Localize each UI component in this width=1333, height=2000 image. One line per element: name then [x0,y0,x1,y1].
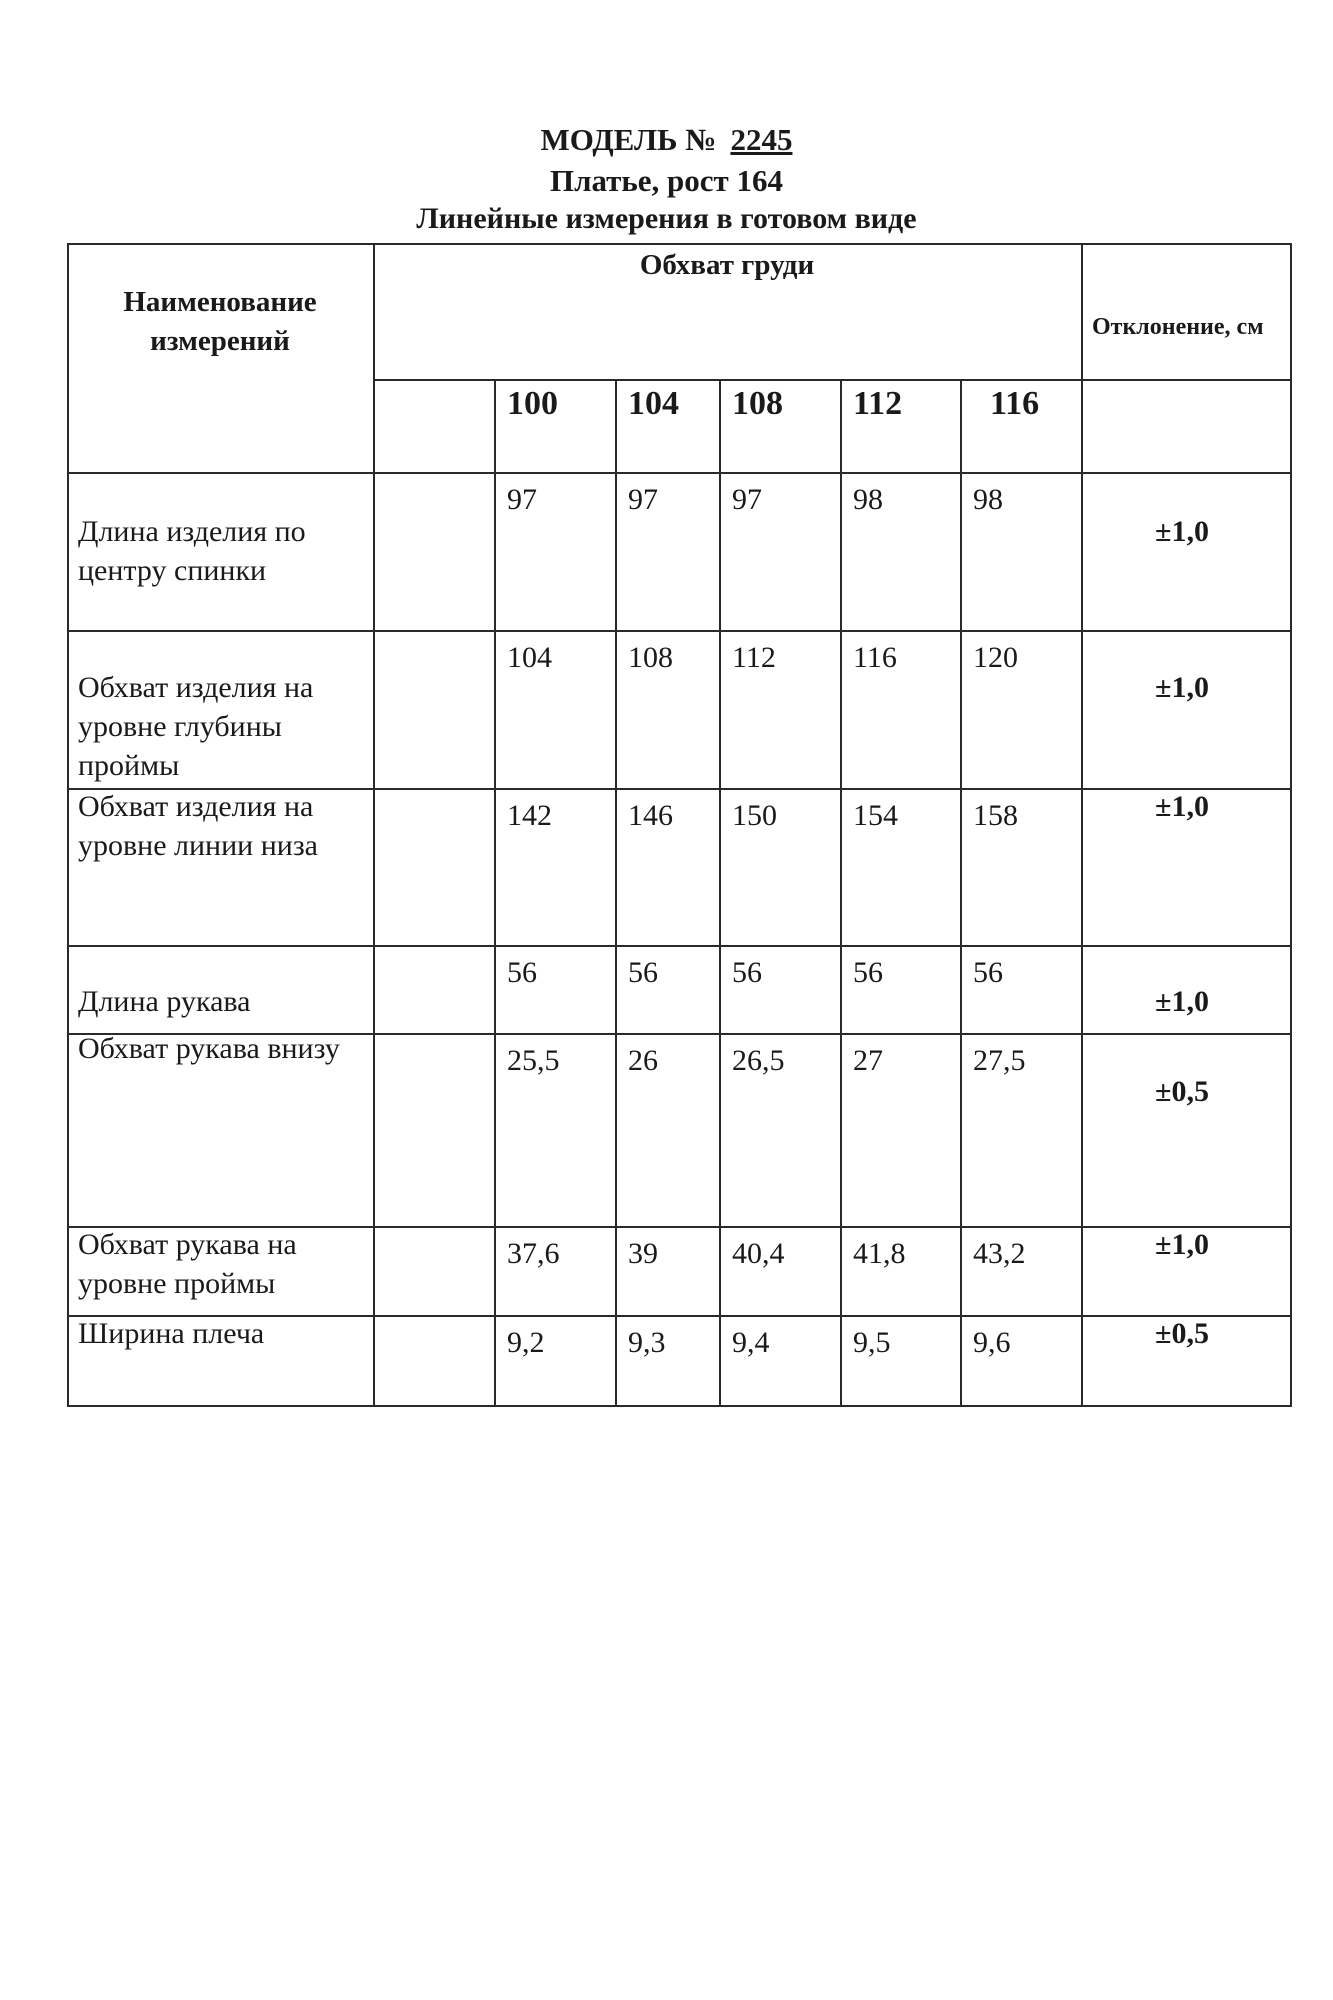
table-rule [373,243,375,1407]
row-value: 98 [973,483,1003,516]
row-value: 112 [732,641,776,674]
row-value: 40,4 [732,1237,785,1270]
table-rule [67,630,1292,632]
row-value: 56 [507,956,537,989]
table-rule [1290,243,1292,1407]
row-deviation: ±1,0 [1155,790,1209,823]
col-group-header: Обхват груди [639,249,815,281]
row-name: Длина рукава [78,985,251,1018]
row-name: Обхват рукава на уровне проймы [78,1228,297,1300]
model-label: МОДЕЛЬ № [540,122,717,157]
table-rule [67,945,1292,947]
row-name: Длина изделия по центру спинки [78,515,306,587]
row-deviation: ±1,0 [1155,671,1209,704]
size-header: 108 [732,385,783,422]
subtitle: Платье, рост 164 [549,163,784,198]
row-value: 142 [507,799,552,832]
col-dev-header: Отклонение, см [1092,314,1264,340]
row-name: Обхват изделия на уровне глубины проймы [78,671,314,782]
model-number: 2245 [730,122,793,157]
table-rule [67,1405,1292,1407]
row-value: 39 [628,1237,658,1270]
col-name-header: Наименование измерений [123,286,317,357]
table-rule [373,379,1292,381]
size-header: 104 [628,385,679,422]
row-value: 116 [853,641,897,674]
table-rule [494,379,496,1407]
row-deviation: ±0,5 [1155,1317,1209,1350]
caption: Линейные измерения в готовом виде [416,202,917,235]
row-value: 56 [973,956,1003,989]
row-value: 9,2 [507,1326,545,1359]
row-value: 43,2 [973,1237,1026,1270]
row-name: Обхват изделия на уровне линии низа [78,790,318,862]
row-name: Ширина плеча [78,1317,265,1350]
row-value: 98 [853,483,883,516]
row-value: 56 [628,956,658,989]
row-value: 26 [628,1044,658,1077]
row-value: 27,5 [973,1044,1026,1077]
row-value: 9,5 [853,1326,891,1359]
row-value: 150 [732,799,777,832]
row-deviation: ±1,0 [1155,985,1209,1018]
table-rule [67,243,1292,245]
row-value: 120 [973,641,1018,674]
row-value: 25,5 [507,1044,560,1077]
row-value: 97 [732,483,762,516]
size-header: 116 [990,385,1040,422]
row-deviation: ±1,0 [1155,515,1209,548]
row-value: 97 [507,483,537,516]
row-value: 41,8 [853,1237,906,1270]
row-value: 26,5 [732,1044,785,1077]
row-value: 146 [628,799,673,832]
row-deviation: ±1,0 [1155,1228,1209,1261]
table-rule [67,472,1292,474]
row-value: 37,6 [507,1237,560,1270]
row-name: Обхват рукава внизу [78,1032,340,1065]
row-value: 97 [628,483,658,516]
size-header: 100 [507,385,558,422]
row-value: 154 [853,799,898,832]
row-deviation: ±0,5 [1155,1075,1209,1108]
model-title [0,122,1333,158]
size-header: 112 [853,385,903,422]
row-value: 108 [628,641,673,674]
table-rule [67,243,69,1407]
row-value: 56 [732,956,762,989]
row-value: 9,6 [973,1326,1011,1359]
row-value: 9,3 [628,1326,666,1359]
row-value: 56 [853,956,883,989]
row-value: 9,4 [732,1326,770,1359]
row-value: 27 [853,1044,883,1077]
row-value: 158 [973,799,1018,832]
row-value: 104 [507,641,552,674]
